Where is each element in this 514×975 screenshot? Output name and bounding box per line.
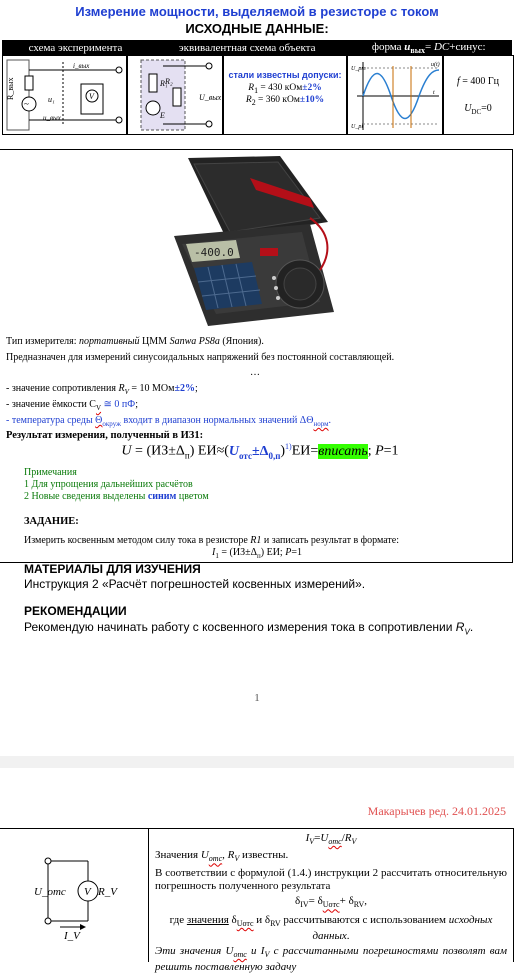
svg-text:-400.0: -400.0 xyxy=(194,246,234,259)
svg-text:V: V xyxy=(89,92,94,101)
svg-text:R₁: R₁ xyxy=(160,79,168,88)
experiment-circuit-diagram xyxy=(3,56,127,134)
page-break xyxy=(0,756,514,768)
waveform-cell xyxy=(346,55,444,135)
page-number: 1 xyxy=(254,692,260,704)
svg-text:R_вых: R_вых xyxy=(6,77,15,100)
experiment-scheme-cell xyxy=(2,55,128,135)
equivalent-scheme-cell xyxy=(126,55,224,135)
task-format: $I_1 = (ИЗ\pm\Delta_п)$ ЕИ; P=1 xyxy=(212,547,302,560)
spec-temperature: - температура среды $\Theta_{окруж}$ входит в диапазон нормальных значений $\Delta\Theta_{норм}$. xyxy=(6,415,332,428)
spec-resistance: - значение сопротивления $R_V = 10$ МОм±2%; xyxy=(6,383,198,396)
sine-waveform-diagram xyxy=(347,56,443,134)
svg-text:U_pm: U_pm xyxy=(351,66,366,72)
svg-text:~: ~ xyxy=(24,99,29,109)
p2-line2: В соответствии с формулой (1.4.) инструкции 2 рассчитать относительную погрешность полученного результата xyxy=(155,867,507,893)
doc-title: Измерение мощности, выделяемой в резисторе с током xyxy=(75,4,439,19)
task-title: ЗАДАНИЕ: xyxy=(24,516,79,527)
svg-text:U_pl: U_pl xyxy=(351,124,363,130)
udc-value: $U_{DC}=0$ xyxy=(464,103,492,116)
svg-text:u(t): u(t) xyxy=(431,62,440,68)
calculation-cell xyxy=(148,828,514,973)
result-label: Результат измерения, полученный в ИЗ1: xyxy=(6,430,204,441)
svg-text:i_вых: i_вых xyxy=(73,62,90,70)
result-formula: $U = (ИЗ\pm\Delta_п)$ $ЕИ\approx(U_{отс}\pm\Delta_{0,п})^{1)}ЕИ=вписать$; P=1 xyxy=(121,442,399,461)
svg-text:U_вых: U_вых xyxy=(199,93,222,102)
meter-purpose: Предназначен для измерений синусоидальных напряжений без постоянной составляющей. xyxy=(6,352,395,363)
multimeter-image xyxy=(160,152,340,332)
header-cell-equivalent: эквивалентная схема объекта xyxy=(148,41,345,56)
tolerance-cell xyxy=(222,55,348,135)
materials-text: Инструкция 2 «Расчёт погрешностей косвенных измерений». xyxy=(24,577,366,591)
signal-params-cell xyxy=(442,55,514,135)
svg-text:U_отс: U_отс xyxy=(34,886,66,898)
svg-text:V: V xyxy=(84,886,91,898)
spec-capacity: - значение ёмкости $C_V$ ≅ 0 пФ; xyxy=(6,399,138,412)
recommendations-title: РЕКОМЕНДАЦИИ xyxy=(24,604,127,618)
source-data-table xyxy=(2,40,512,56)
p2-line1: Значения $U_{отс}$, $R_V$ известны. xyxy=(155,849,289,864)
tolerance-r1: $R_1 = 430$ кОм±2% xyxy=(248,83,322,95)
notes-title: Примечания xyxy=(24,467,77,478)
header-cell-waveform: форма $u_{вых}=$ DC+синус: xyxy=(346,41,512,56)
recommendations-text: Рекомендую начинать работу с косвенного измерения тока в сопротивлении $R_V$. xyxy=(24,620,474,637)
author-note: Макарычев ред. 24.01.2025 xyxy=(367,804,506,818)
task-text: Измерить косвенным методом силу тока в резисторе R1 и записать результат в формате: xyxy=(24,535,400,546)
equivalent-circuit-diagram xyxy=(127,56,223,134)
header-cell-experiment: схема эксперимента xyxy=(3,41,149,56)
p2-line4: где значения $\delta_{Uотс}$ и $\delta_{RV}$ рассчитываются с использованием исходных данных. xyxy=(169,913,493,942)
p2-line3: $\delta_{IV}= \delta_{Uотс}+ \delta_{RV}$, xyxy=(295,895,367,910)
svg-text:u₁: u₁ xyxy=(48,95,55,104)
svg-text:I_V: I_V xyxy=(64,930,80,942)
frequency-value: f = 400 Гц xyxy=(456,76,500,87)
note-1: 1 Для упрощения дальнейших расчётов xyxy=(24,479,193,490)
tolerance-title: стали известны допуски: xyxy=(228,70,342,80)
meter-type-line: Тип измерителя: портативный ЦММ Sanwa PS8a (Япония). xyxy=(6,336,264,347)
svg-text:R_V: R_V xyxy=(98,886,117,898)
svg-text:t: t xyxy=(433,90,435,96)
ellipsis: … xyxy=(250,367,260,378)
ammeter-scheme-cell xyxy=(0,828,149,962)
svg-text:E: E xyxy=(160,111,165,120)
note-2: 2 Новые сведения выделены синим цветом xyxy=(24,491,209,502)
p2-formula: $I_V=U_{отс}/R_V$ xyxy=(305,832,357,847)
doc-subtitle: ИСХОДНЫЕ ДАННЫЕ: xyxy=(185,21,329,36)
svg-text:R₂: R₂ xyxy=(165,77,173,86)
tolerance-r2: $R_2 = 360$ кОм±10% xyxy=(245,94,325,107)
p2-line5: Эти значения $U_{отс}$ и $I_V$ с рассчитанными погрешностями позволят вам решить поставленную задачу xyxy=(155,944,507,973)
indirect-measurement-diagram xyxy=(0,829,148,962)
materials-title: МАТЕРИАЛЫ ДЛЯ ИЗУЧЕНИЯ xyxy=(24,562,201,576)
svg-text:u_вых: u_вых xyxy=(43,114,61,122)
